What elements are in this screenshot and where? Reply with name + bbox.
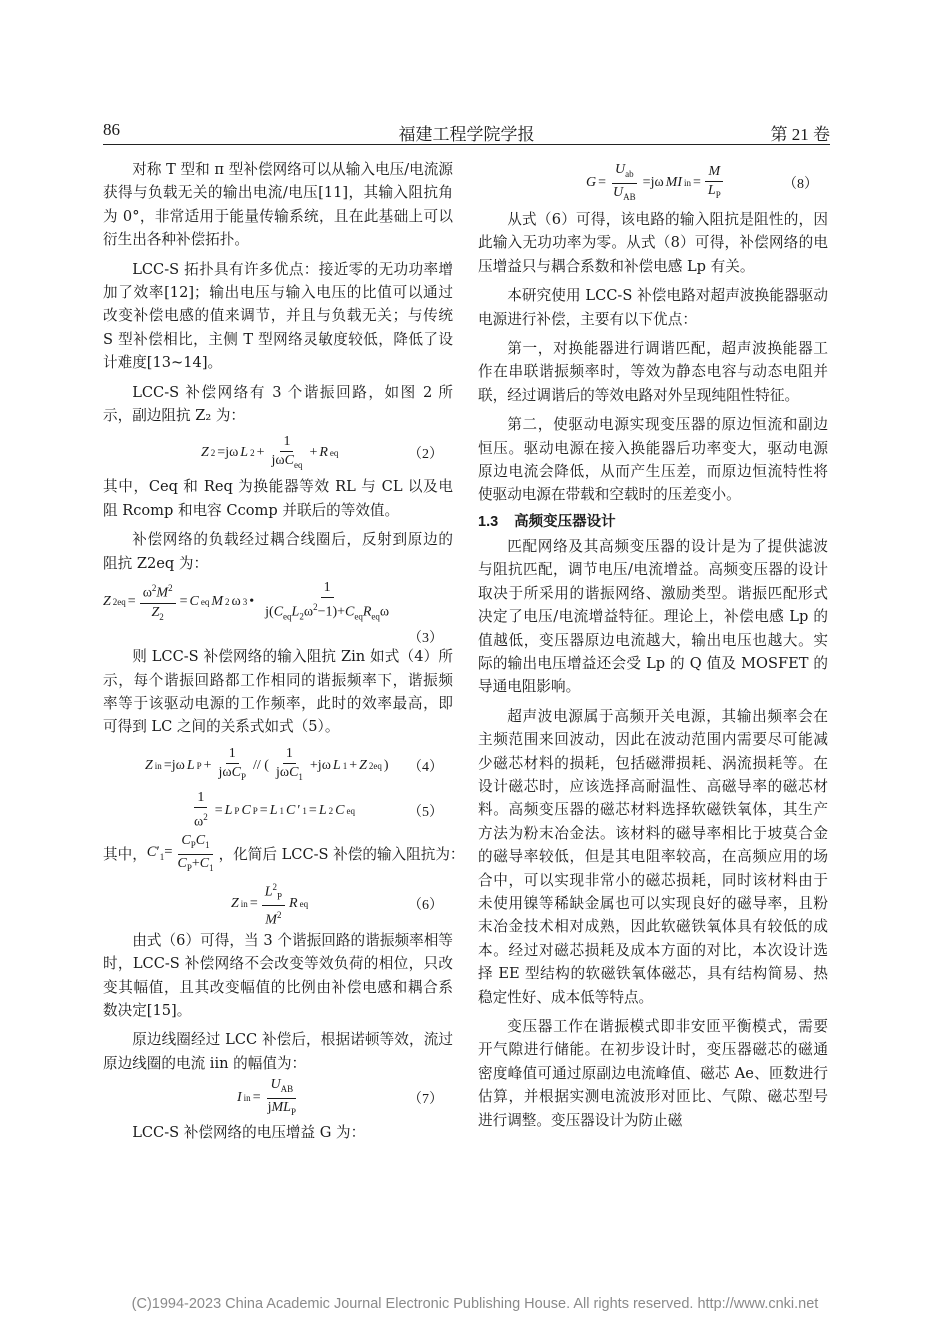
inline-definition: 其中， $C'_1=$ $\frac{C_PC_1}{C_P+C_1}$ ，化简后 LCC-S 补偿的输入阻抗为： [103,833,465,874]
right-column [478,158,828,1132]
equation-number: （6） [408,897,443,913]
equation-number: （7） [408,1092,443,1108]
journal-title: 福建工程学院学报 [398,125,535,144]
paragraph: 超声波电源属于高频开关电源，其输出频率会在主频范围来回波动，因此在波动范围内需要尽可能减少磁芯材料的损耗，包括磁滞损耗、涡流损耗等。在设计磁芯时，应该选择高耐温性、高磁导率的磁芯材料。高频变压器的磁芯材料选择软磁铁氧体，其生产方法为粉末冶金法。该材料的磁导率相比于坡莫合金的磁导率较低，但是其电阻率较高，在高频应用的场合中，可以实现非常小的磁芯损耗，同时该材料由于未使用镍等稀缺金属也可以实现良好的磁导率，且粉末冶金技术相对成熟，因此软磁铁氧体具有较低的成本。经过对磁芯损耗及成本方面的对比，本次设计选择 EE 型结构的软磁铁氧体磁芯，具有结构简易、热稳定性好、成本低等特点。 [478,707,828,1006]
equation-6: Z in = $\frac{L^2_P}{M^2}$ R eq （6） [103,879,453,929]
page-number: 86 [103,120,120,139]
equation-number: （8） [783,177,818,192]
paragraph: LCC-S 补偿网络有 3 个谐振回路，如图 2 所示，副边阻抗 Z₂ 为： [103,383,453,425]
paragraph: 第一，对换能器进行调谐匹配，超声波换能器工作在串联谐振频率时，等效为静态电容与动态电阻并联，经过调谐后的等效电路对外呈现纯阻性特征。 [478,340,828,404]
paragraph: 第二，使驱动电源实现变压器的原边恒流和副边恒压。驱动电源在接入换能器后功率变大，驱动电源原边电流会降低，从而产生压差，而原边恒流特性将使驱动电源在带载和空载时的压差变小。 [478,416,828,504]
paragraph-part: ，化简后 LCC-S 补偿的输入阻抗为： [218,846,465,864]
paragraph: 则 LCC-S 补偿网络的输入阻抗 Zin 如式（4）所示，每个谐振回路都工作相同的谐振频率下，谐振频率等于该驱动电源的工作频率，此时的效率最高，即可得到 LC 之间的关系式如式（5）。 [103,648,453,736]
running-header [103,116,830,145]
equation-4: Z in =jω L P + $\frac{1}{j\omega C_P}$ // ( $\frac{1}{j\omega C_1}$ +jω L 1 + Z 2eq ) （4） [145,746,443,783]
paragraph: 其中，Ceq 和 Req 为换能器等效 RL 与 CL 以及电阻 Rcomp 和电容 Ccomp 并联后的等效值。 [103,478,453,519]
equation-8: G = $\frac{U_{ab}}{U_{AB}}$ =jω MI in = $\frac{M}{L_P}$ （8） [586,161,818,202]
paragraph: 变压器工作在谐振模式即非安匝平衡模式，需要开气隙进行储能。在初步设计时，变压器磁芯的磁通密度峰值可通过原副边电流峰值、磁芯 Ae、匝数进行估算，并根据实测电流波形对匝比、气隙、磁芯型号进行调整。变压器设计为防止磁 [478,1018,828,1129]
section-number: 1.3 [478,513,499,530]
equation-number: （5） [408,804,443,820]
equation-7: I in = $\frac{U_{AB}}{jML_P}$ （7） [237,1076,443,1117]
paragraph: LCC-S 拓扑具有许多优点：接近零的无功功率增加了效率[12]；输出电压与输入电压的比值可以通过改变补偿电感的值来调节，并且与负载无关；与传统 S 型补偿相比，主侧 T 型网络灵敏度较低，降低了设计难度[13~14]。 [103,260,453,372]
equation-number: （2） [408,447,443,463]
section-heading [478,511,828,533]
equation-2: Z 2 =jω L 2 + $\frac{1}{j\omega C_{eq}}$ + R eq （2） [201,434,443,470]
paragraph: 原边线圈经过 LCC 补偿后，根据诺顿等效，流过原边线圈的电流 iin 的幅值为： [103,1031,453,1072]
equation-3: Z 2eq = $\frac{\omega^2M^2}{Z_2}$ = C eq M 2 ω 3 • $\frac{1}{j(C_{eq}L_2\omega^2-1)+C_{eq}R_{eq}\omega}$ （3） [103,579,443,647]
paragraph: 对称 T 型和 π 型补偿网络可以从输入电压/电流源获得与负载无关的输出电流/电压[11]，其输入阻抗角为 0°，非常适用于能量传输系统，且在此基础上可以衍生出各种补偿拓扑。 [103,161,453,249]
left-column [103,158,465,1145]
paragraph: 由式（6）可得，当 3 个谐振回路的谐振频率相等时，LCC-S 补偿网络不会改变等效负荷的相位，只改变其幅值，且其改变幅值的比例由补偿电感和耦合系数决定[15]。 [103,931,453,1019]
volume-label: 第 21 卷 [770,125,830,144]
paragraph: 本研究使用 LCC-S 补偿电路对超声波换能器驱动电源进行补偿，主要有以下优点： [478,287,828,328]
section-title: 高频变压器设计 [514,513,616,530]
paragraph: LCC-S 补偿网络的电压增益 G 为： [132,1124,366,1142]
equation-number: （4） [408,759,443,775]
paragraph-part: 其中， [103,846,147,864]
equation-number: （3） [408,631,443,647]
copyright-footer: (C)1994-2023 China Academic Journal Electronic Publishing House. All rights reserved. http://www.cnki.net [131,1296,819,1312]
paragraph: 补偿网络的负载经过耦合线圈后，反射到原边的阻抗 Z2eq 为： [103,531,453,572]
paragraph: 匹配网络及其高频变压器的设计是为了提供滤波与阻抗匹配，调节电压/电流增益。高频变压器的设计取决于所采用的谐振网络、激励类型。谐振匹配形式决定了电压/电流增益特征。理论上，补偿电感 Lp 的值越低，变压器原边电流越大，输出电压也越大。实际的输出电压增益还会受 Lp 的 Q 值及 MOSFET 的导通电阻影响。 [478,537,828,696]
paragraph: 从式（6）可得，该电路的输入阻抗是阻性的，因此输入无功功率为零。从式（8）可得，补偿网络的电压增益只与耦合系数和补偿电感 Lp 有关。 [478,211,828,275]
equation-5: $\frac{1}{\omega^2}$ = L P C P = L 1 C ′ 1 = L 2 C eq （5） [194,790,443,831]
